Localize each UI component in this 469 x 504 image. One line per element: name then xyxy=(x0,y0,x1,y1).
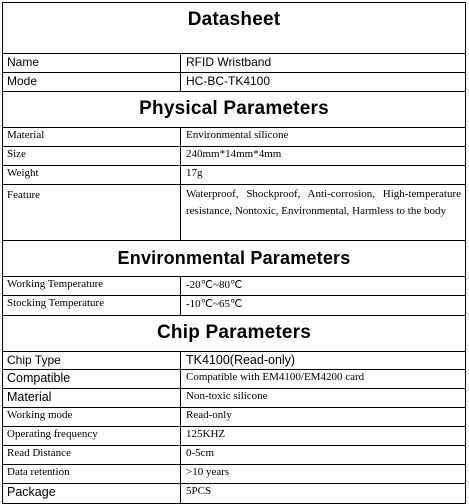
environmental-parameters-title: Environmental Parameters xyxy=(3,241,465,277)
datasheet-title: Datasheet xyxy=(3,3,465,54)
physical-parameters-title: Physical Parameters xyxy=(3,92,465,128)
table-row-mode xyxy=(3,73,465,92)
table-row-package xyxy=(3,484,465,503)
row-value: >10 years xyxy=(186,466,230,478)
row-value: -10℃~65℃ xyxy=(186,298,243,310)
row-value: RFID Wristband xyxy=(186,55,272,69)
row-value: 240mm*14mm*4mm xyxy=(186,148,282,160)
table-row-feature xyxy=(3,185,465,241)
row-label: Chip Type xyxy=(7,353,61,367)
table-row-working-temperature xyxy=(3,277,465,296)
row-value: HC-BC-TK4100 xyxy=(186,74,271,88)
table-row-read-distance xyxy=(3,446,465,465)
table-row-working-mode xyxy=(3,408,465,427)
row-label: Working Temperature xyxy=(7,278,104,290)
row-label: Read Distance xyxy=(7,447,71,459)
row-label: Operating frequency xyxy=(7,428,98,440)
row-value: TK4100(Read-only) xyxy=(186,353,296,367)
table-row-compatible xyxy=(3,370,465,389)
table-row-material xyxy=(3,128,465,147)
chip-parameters-title: Chip Parameters xyxy=(3,316,465,352)
row-label: Data retention xyxy=(7,466,70,478)
table-row-data-retention xyxy=(3,465,465,484)
row-value: 5PCS xyxy=(186,485,212,497)
row-label: Material xyxy=(7,390,52,404)
row-value: 17g xyxy=(186,167,203,179)
row-label: Working mode xyxy=(7,409,73,421)
row-value: -20℃~80℃ xyxy=(186,279,243,291)
table-row-size xyxy=(3,147,465,166)
row-label: Package xyxy=(7,485,56,499)
row-label: Name xyxy=(7,55,40,69)
row-value: Compatible with EM4100/EM4200 card xyxy=(186,371,365,383)
row-label: Weight xyxy=(7,167,39,179)
row-label: Stocking Temperature xyxy=(7,297,105,309)
table-row-chip-material xyxy=(3,389,465,408)
table-row-weight xyxy=(3,166,465,185)
table-row-operating-frequency xyxy=(3,427,465,446)
row-value: 0-5cm xyxy=(186,447,215,459)
row-label: Feature xyxy=(7,189,40,201)
row-value: 125KHZ xyxy=(186,428,226,440)
row-label: Compatible xyxy=(7,371,71,385)
row-label: Size xyxy=(7,148,26,160)
table-row-name xyxy=(3,54,465,73)
table-row-chip-type xyxy=(3,352,465,370)
row-value: Waterproof, Shockproof, Anti-corrosion, High-temperature resistance, Nontoxic, Environmental, Harmless to the body xyxy=(186,188,461,217)
row-label: Material xyxy=(7,129,45,141)
datasheet-table xyxy=(2,2,466,504)
table-row-stocking-temperature xyxy=(3,296,465,316)
row-label: Mode xyxy=(7,74,38,88)
row-value: Non-toxic silicone xyxy=(186,390,268,402)
row-value: Environmental silicone xyxy=(186,129,289,141)
row-value: Read-only xyxy=(186,409,232,421)
